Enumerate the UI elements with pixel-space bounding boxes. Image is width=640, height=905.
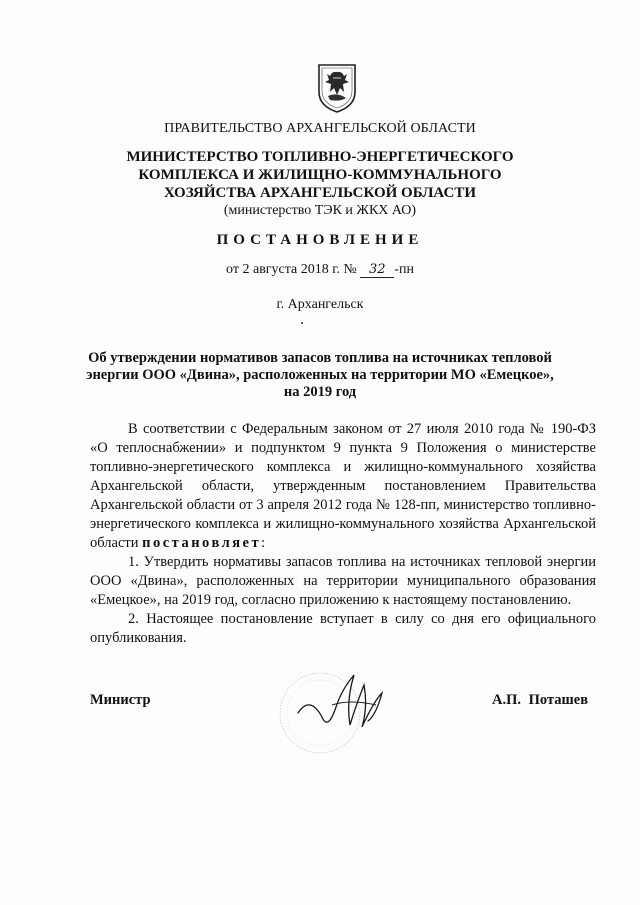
decorative-dot (301, 322, 303, 324)
subject-line-1: Об утверждении нормативов запасов топлива на источниках тепловой (88, 350, 552, 366)
preamble-paragraph (90, 420, 596, 553)
document-type: ПОСТАНОВЛЕНИЕ (216, 232, 424, 248)
ministry-abbreviation: (министерство ТЭК и ЖКХ АО) (223, 203, 417, 218)
document-body (90, 420, 596, 648)
ministry-line-1: МИНИСТЕРСТВО ТОПЛИВНО-ЭНЕРГЕТИЧЕСКОГО (126, 149, 514, 165)
handwritten-signature (258, 655, 418, 765)
coat-of-arms-icon (316, 62, 358, 114)
resolves-word: постановляет (142, 535, 262, 551)
subject-line-2: энергии ООО «Двина», расположенных на территории МО «Емецкое», (86, 367, 554, 383)
number-suffix: -пн (394, 262, 414, 277)
ministry-name (0, 148, 640, 202)
document-number: 32 (360, 262, 394, 278)
subject-line-3: на 2019 год (283, 384, 357, 400)
item-2: 2. Настоящее постановление вступает в силу со дня его официального опубликования. (90, 611, 596, 646)
signatory-name: А.П. Поташев (492, 692, 589, 708)
city: г. Архангельск (276, 297, 364, 312)
ministry-line-2: КОМПЛЕКСА И ЖИЛИЩНО-КОММУНАЛЬНОГО (138, 167, 502, 183)
preamble-text: В соответствии с Федеральным законом от 27 июля 2010 года № 190-ФЗ «О теплоснабжении» и подпунктом 9 пункта 9 Положения о министерстве топливно-энергетического комплекса и жилищно-коммунального хозяйства Архангельской области, утвержденным постановлением Правительства Архангельской области от 3 апреля 2012 года № 128-пп, министерство топливно-энергетического комплекса и жилищно-коммунального хозяйства Архангельской области (90, 421, 596, 551)
resolves-colon: : (261, 535, 266, 551)
signatory-position: Министр (90, 692, 151, 708)
ministry-line-3: ХОЗЯЙСТВА АРХАНГЕЛЬСКОЙ ОБЛАСТИ (163, 185, 477, 201)
date-line (0, 262, 640, 278)
date-prefix: от 2 августа 2018 г. № (226, 262, 357, 277)
government-name: ПРАВИТЕЛЬСТВО АРХАНГЕЛЬСКОЙ ОБЛАСТИ (164, 121, 476, 136)
item-1: 1. Утвердить нормативы запасов топлива на источниках тепловой энергии ООО «Двина», расположенных на территории муниципального образования «Емецкое», на 2019 год, согласно приложению к настоящему постановлению. (90, 554, 596, 608)
document-subject (0, 350, 640, 401)
